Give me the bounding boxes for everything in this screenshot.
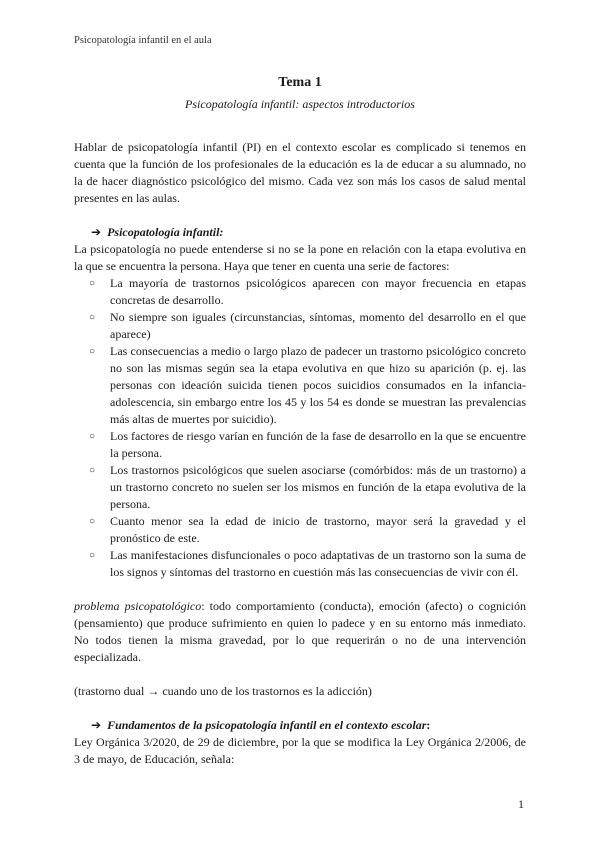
section2-paragraph: Ley Orgánica 3/2020, de 29 de diciembre, por la que se modifica la Ley Orgánica 2/2006, de 3 de mayo, de Educación, señala:	[74, 735, 526, 766]
section-heading-psicopatologia	[74, 224, 526, 241]
circle-bullet-icon: ○	[89, 550, 96, 561]
section-heading-text: Fundamentos de la psicopatología infantil en el contexto escolar	[107, 718, 427, 732]
running-header: Psicopatología infantil en el aula	[74, 35, 212, 46]
definition-text: : todo comportamiento (conducta), emoción (afecto) o cognición (pensamiento) que produce sufrimiento en quien lo padece y en su entorno más inmediato. No todos tienen la misma gravedad, por lo que requerirán o no de una intervención especializada.	[74, 599, 526, 664]
list-item: ○ Los factores de riesgo varían en función de la fase de desarrollo en la que se encuentre la persona.	[89, 429, 526, 460]
list-item: ○ La mayoría de trastornos psicológicos aparecen con mayor frecuencia en etapas concretas de desarrollo.	[89, 276, 526, 307]
list-item: ○ Las manifestaciones disfuncionales o poco adaptativas de un trastorno son la suma de los signos y síntomas del trastorno en cuestión más las consecuencias de vivir con él.	[89, 548, 526, 579]
list-item: ○ Las consecuencias a medio o largo plazo de padecer un trastorno psicológico concreto no son las mismas según sea la etapa evolutiva en que hizo su aparición (p. ej. las personas con ideación suicida tienen pocos suicidios consumados en la infancia-adolescencia, sin embargo entre los 45 y los 54 es donde se muestran las prevalencias más altas de muertes por suicidio).	[89, 344, 526, 426]
factors-list	[74, 275, 526, 581]
note-paragraph: (trastorno dual → cuando uno de los trastornos es la adicción)	[74, 684, 372, 698]
circle-bullet-icon: ○	[89, 278, 96, 289]
arrow-right-icon: ➔	[91, 225, 102, 239]
section-heading-text: Psicopatología infantil:	[107, 225, 224, 239]
list-item: ○ Los trastornos psicológicos que suelen asociarse (comórbidos: más de un trastorno) a un trastorno concreto no suelen ser los mismos en función de la etapa evolutiva de la persona.	[89, 463, 526, 511]
page-title: Tema 1	[278, 75, 322, 90]
section-heading-fundamentos: ➔ Fundamentos de la psicopatología infantil en el contexto escolar:	[91, 718, 431, 732]
definition-term: problema psicopatológico	[74, 599, 202, 613]
circle-bullet-icon: ○	[89, 312, 96, 323]
intro-paragraph: Hablar de psicopatología infantil (PI) en el contexto escolar es complicado si tenemos en cuenta que la función de los profesionales de la educación es la de educar a su alumnado, no la de hacer diagnóstico psicológico del mismo. Cada vez son más los casos de salud mental presentes en las aulas.	[74, 140, 526, 205]
definition-paragraph	[74, 598, 526, 666]
document-body	[74, 139, 526, 768]
circle-bullet-icon: ○	[89, 346, 96, 357]
list-item: ○ Cuanto menor sea la edad de inicio de trastorno, mayor será la gravedad y el pronóstico de este.	[89, 514, 526, 545]
section1-paragraph: La psicopatología no puede entenderse si no se la pone en relación con la etapa evolutiva en la que se encuentra la persona. Haya que tener en cuenta una serie de factores:	[74, 242, 526, 273]
page-number: 1	[518, 797, 524, 811]
circle-bullet-icon: ○	[89, 465, 96, 476]
circle-bullet-icon: ○	[89, 516, 96, 527]
arrow-right-icon: ➔	[91, 718, 102, 732]
page-subtitle: Psicopatología infantil: aspectos introductorios	[185, 97, 415, 111]
circle-bullet-icon: ○	[89, 431, 96, 442]
list-item: ○ No siempre son iguales (circunstancias, síntomas, momento del desarrollo en el que aparece)	[89, 310, 526, 341]
